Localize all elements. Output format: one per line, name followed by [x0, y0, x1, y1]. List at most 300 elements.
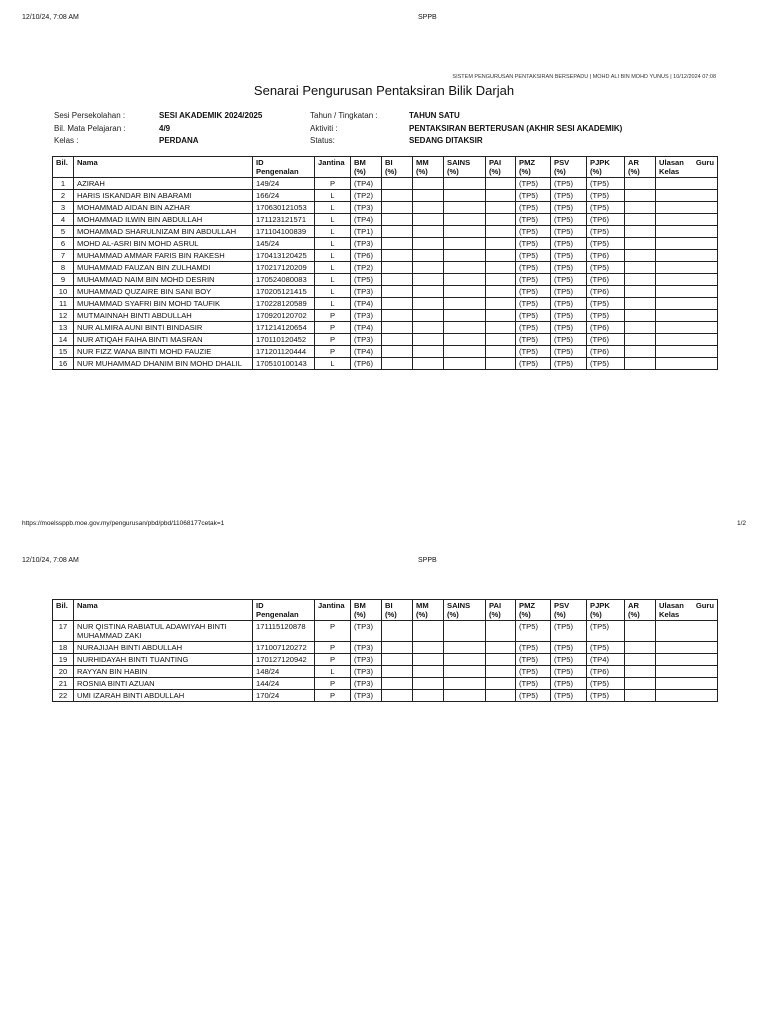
cell-nama: MOHD AL-ASRI BIN MOHD ASRUL — [74, 238, 253, 250]
cell-pmz: (TP5) — [516, 642, 551, 654]
cell-bi — [382, 654, 413, 666]
col-bm-sublabel: (%) — [354, 167, 366, 176]
cell-sains — [444, 358, 486, 370]
table-row — [53, 322, 718, 334]
cell-pmz: (TP5) — [516, 310, 551, 322]
cell-sains — [444, 262, 486, 274]
cell-pai — [486, 334, 516, 346]
table-row — [53, 178, 718, 190]
cell-nama: NUR ALMIRA AUNI BINTI BINDASIR — [74, 322, 253, 334]
cell-pai — [486, 250, 516, 262]
cell-bm: (TP3) — [351, 621, 382, 642]
cell-pjpk: (TP5) — [587, 238, 625, 250]
cell-pmz: (TP5) — [516, 274, 551, 286]
cell-pjpk: (TP6) — [587, 214, 625, 226]
cell-nama: MUHAMMAD NAIM BIN MOHD DESRIN — [74, 274, 253, 286]
cell-pai — [486, 190, 516, 202]
cell-bi — [382, 226, 413, 238]
col-mm-label: MM — [416, 158, 429, 167]
cell-bil: 11 — [53, 298, 74, 310]
table-row — [53, 678, 718, 690]
cell-jantina: P — [315, 678, 351, 690]
print-datetime: 12/10/24, 7:08 AM — [22, 14, 79, 21]
cell-id: 171123121571 — [253, 214, 315, 226]
cell-bm: (TP6) — [351, 358, 382, 370]
table-header-row — [53, 600, 718, 621]
col-pjpk-label: PJPK — [590, 158, 610, 167]
cell-pmz: (TP5) — [516, 334, 551, 346]
cell-bil: 14 — [53, 334, 74, 346]
cell-mm — [413, 238, 444, 250]
cell-id: 171115120878 — [253, 621, 315, 642]
cell-bil: 5 — [53, 226, 74, 238]
cell-ulasan — [656, 654, 718, 666]
cell-pjpk: (TP6) — [587, 322, 625, 334]
cell-nama: AZIRAH — [74, 178, 253, 190]
page-title: Senarai Pengurusan Pentaksiran Bilik Darjah — [253, 83, 515, 98]
cell-bi — [382, 666, 413, 678]
meta-value: SEDANG DITAKSIR — [409, 136, 483, 145]
print-app-name: SPPB — [418, 14, 437, 21]
cell-pmz: (TP5) — [516, 202, 551, 214]
cell-psv: (TP5) — [551, 214, 587, 226]
col-ulasan-label: Kelas — [659, 167, 680, 176]
cell-jantina: P — [315, 346, 351, 358]
cell-ar — [625, 238, 656, 250]
meta-value: PENTAKSIRAN BERTERUSAN (AKHIR SESI AKADEMIK) — [409, 123, 623, 133]
col-bm — [351, 600, 382, 621]
page-number: 1/2 — [736, 520, 746, 527]
cell-id: 171104100839 — [253, 226, 315, 238]
table-row — [53, 346, 718, 358]
col-nama: Nama — [74, 600, 253, 621]
cell-bi — [382, 310, 413, 322]
col-bil: Bil. — [53, 600, 74, 621]
cell-pjpk: (TP5) — [587, 298, 625, 310]
cell-sains — [444, 346, 486, 358]
cell-jantina: L — [315, 666, 351, 678]
col-sains — [444, 600, 486, 621]
col-bm — [351, 157, 382, 178]
cell-pai — [486, 322, 516, 334]
col-psv-label: PSV — [554, 601, 570, 610]
cell-psv: (TP5) — [551, 202, 587, 214]
cell-bi — [382, 358, 413, 370]
col-id-sublabel: Pengenalan — [256, 167, 299, 176]
cell-sains — [444, 226, 486, 238]
cell-nama: MOHAMMAD AIDAN BIN AZHAR — [74, 202, 253, 214]
meta-value: SESI AKADEMIK 2024/2025 — [159, 111, 263, 120]
cell-psv: (TP5) — [551, 322, 587, 334]
cell-sains — [444, 190, 486, 202]
cell-bil: 3 — [53, 202, 74, 214]
col-mm — [413, 157, 444, 178]
cell-psv: (TP5) — [551, 654, 587, 666]
cell-nama: HARIS ISKANDAR BIN ABARAMI — [74, 190, 253, 202]
col-pai-sublabel: (%) — [489, 167, 501, 176]
cell-pai — [486, 310, 516, 322]
col-ar-label: AR — [628, 158, 639, 167]
cell-mm — [413, 202, 444, 214]
cell-nama: MUHAMMAD SYAFRI BIN MOHD TAUFIK — [74, 298, 253, 310]
col-id-label: ID — [256, 601, 264, 610]
cell-bi — [382, 274, 413, 286]
cell-psv: (TP5) — [551, 286, 587, 298]
cell-ar — [625, 226, 656, 238]
table-row — [53, 190, 718, 202]
cell-sains — [444, 666, 486, 678]
cell-psv: (TP5) — [551, 262, 587, 274]
cell-pmz: (TP5) — [516, 666, 551, 678]
cell-jantina: L — [315, 226, 351, 238]
cell-nama: MOHAMMAD SHARULNIZAM BIN ABDULLAH — [74, 226, 253, 238]
cell-bi — [382, 262, 413, 274]
col-psv-sublabel: (%) — [554, 610, 566, 619]
cell-bil: 8 — [53, 262, 74, 274]
cell-pmz: (TP5) — [516, 226, 551, 238]
cell-nama: UMI IZARAH BINTI ABDULLAH — [74, 690, 253, 702]
cell-pjpk: (TP5) — [587, 310, 625, 322]
col-ulasan-label: Guru — [695, 601, 714, 610]
cell-pmz: (TP5) — [516, 190, 551, 202]
cell-sains — [444, 286, 486, 298]
cell-id: 171201120444 — [253, 346, 315, 358]
cell-ar — [625, 286, 656, 298]
print-datetime: 12/10/24, 7:08 AM — [22, 557, 79, 564]
cell-bil: 16 — [53, 358, 74, 370]
cell-bm: (TP3) — [351, 286, 382, 298]
col-ulasan-label: Ulasan — [659, 601, 684, 610]
cell-bi — [382, 202, 413, 214]
cell-bm: (TP4) — [351, 214, 382, 226]
cell-bil: 20 — [53, 666, 74, 678]
cell-bi — [382, 286, 413, 298]
cell-ar — [625, 654, 656, 666]
cell-sains — [444, 310, 486, 322]
cell-ulasan — [656, 678, 718, 690]
cell-ulasan — [656, 690, 718, 702]
cell-psv: (TP5) — [551, 178, 587, 190]
cell-sains — [444, 678, 486, 690]
cell-ar — [625, 678, 656, 690]
cell-mm — [413, 678, 444, 690]
col-psv-label: PSV — [554, 158, 570, 167]
cell-bi — [382, 621, 413, 642]
col-ar-label: AR — [628, 601, 639, 610]
cell-sains — [444, 238, 486, 250]
cell-pjpk: (TP5) — [587, 226, 625, 238]
cell-sains — [444, 202, 486, 214]
cell-mm — [413, 654, 444, 666]
cell-mm — [413, 274, 444, 286]
meta-value: PERDANA — [159, 136, 199, 145]
cell-pjpk: (TP4) — [587, 654, 625, 666]
cell-ulasan — [656, 178, 718, 190]
assessment-table — [52, 156, 718, 370]
cell-psv: (TP5) — [551, 690, 587, 702]
col-pmz-sublabel: (%) — [519, 167, 531, 176]
cell-bm: (TP2) — [351, 262, 382, 274]
col-ar — [625, 600, 656, 621]
cell-bil: 18 — [53, 642, 74, 654]
cell-nama: MUHAMMAD FAUZAN BIN ZULHAMDI — [74, 262, 253, 274]
col-ulasan-label: Ulasan — [659, 158, 684, 167]
col-sains-label: SAINS — [447, 601, 471, 610]
cell-nama: NUR MUHAMMAD DHANIM BIN MOHD DHALIL — [74, 358, 253, 370]
col-psv — [551, 157, 587, 178]
cell-mm — [413, 642, 444, 654]
cell-bil: 12 — [53, 310, 74, 322]
cell-psv: (TP5) — [551, 678, 587, 690]
cell-id: 170205121415 — [253, 286, 315, 298]
cell-bil: 21 — [53, 678, 74, 690]
table-row — [53, 262, 718, 274]
cell-bi — [382, 178, 413, 190]
cell-sains — [444, 654, 486, 666]
cell-pai — [486, 262, 516, 274]
cell-ulasan — [656, 642, 718, 654]
col-pai-label: PAI — [489, 601, 502, 610]
cell-pjpk: (TP5) — [587, 262, 625, 274]
cell-pai — [486, 654, 516, 666]
col-nama: Nama — [74, 157, 253, 178]
col-bi-sublabel: (%) — [385, 167, 397, 176]
cell-bm: (TP4) — [351, 178, 382, 190]
cell-jantina: L — [315, 214, 351, 226]
col-id — [253, 600, 315, 621]
cell-bil: 17 — [53, 621, 74, 642]
col-ulasan — [656, 600, 718, 621]
table-row — [53, 298, 718, 310]
cell-bm: (TP3) — [351, 334, 382, 346]
cell-pjpk: (TP5) — [587, 690, 625, 702]
col-sains-sublabel: (%) — [447, 610, 459, 619]
col-mm — [413, 600, 444, 621]
meta-value: TAHUN SATU — [409, 111, 460, 120]
cell-pjpk: (TP5) — [587, 178, 625, 190]
cell-id: 170630121053 — [253, 202, 315, 214]
table-row — [53, 666, 718, 678]
cell-nama: NUR ATIQAH FAIHA BINTI MASRAN — [74, 334, 253, 346]
cell-psv: (TP5) — [551, 250, 587, 262]
col-ar-sublabel: (%) — [628, 610, 640, 619]
cell-pmz: (TP5) — [516, 250, 551, 262]
col-id — [253, 157, 315, 178]
cell-id: 145/24 — [253, 238, 315, 250]
cell-pjpk: (TP5) — [587, 202, 625, 214]
cell-pmz: (TP5) — [516, 214, 551, 226]
cell-ar — [625, 274, 656, 286]
cell-bil: 15 — [53, 346, 74, 358]
cell-ulasan — [656, 346, 718, 358]
cell-pai — [486, 178, 516, 190]
cell-psv: (TP5) — [551, 226, 587, 238]
cell-pai — [486, 642, 516, 654]
col-ulasan — [656, 157, 718, 178]
cell-ulasan — [656, 621, 718, 642]
cell-pmz: (TP5) — [516, 690, 551, 702]
cell-bil: 10 — [53, 286, 74, 298]
cell-ar — [625, 690, 656, 702]
cell-bi — [382, 690, 413, 702]
cell-jantina: P — [315, 310, 351, 322]
cell-ulasan — [656, 298, 718, 310]
cell-bil: 6 — [53, 238, 74, 250]
cell-ulasan — [656, 226, 718, 238]
col-psv-sublabel: (%) — [554, 167, 566, 176]
cell-id: 170920120702 — [253, 310, 315, 322]
cell-bil: 22 — [53, 690, 74, 702]
footer-url[interactable]: https://moelssppb.moe.gov.my/pengurusan/pbd/pbd/11068177cetak=1 — [22, 520, 225, 527]
cell-mm — [413, 226, 444, 238]
cell-mm — [413, 250, 444, 262]
cell-bm: (TP3) — [351, 666, 382, 678]
table-row — [53, 238, 718, 250]
cell-nama: MUTMAINNAH BINTI ABDULLAH — [74, 310, 253, 322]
cell-nama: MUHAMMAD QUZAIRE BIN SANI BOY — [74, 286, 253, 298]
cell-pjpk: (TP5) — [587, 190, 625, 202]
cell-ar — [625, 298, 656, 310]
col-bm-label: BM — [354, 158, 366, 167]
cell-nama: ROSNIA BINTI AZUAN — [74, 678, 253, 690]
cell-id: 171007120272 — [253, 642, 315, 654]
cell-id: 149/24 — [253, 178, 315, 190]
cell-id: 170524080083 — [253, 274, 315, 286]
col-pmz-sublabel: (%) — [519, 610, 531, 619]
table-row — [53, 358, 718, 370]
meta-left — [54, 110, 262, 148]
meta-label: Aktiviti : — [310, 123, 338, 133]
col-sains-label: SAINS — [447, 158, 471, 167]
cell-pjpk: (TP6) — [587, 274, 625, 286]
cell-ar — [625, 621, 656, 642]
cell-ulasan — [656, 286, 718, 298]
cell-bil: 7 — [53, 250, 74, 262]
col-mm-sublabel: (%) — [416, 167, 428, 176]
table-row — [53, 334, 718, 346]
cell-pai — [486, 238, 516, 250]
cell-nama: MOHAMMAD ILWIN BIN ABDULLAH — [74, 214, 253, 226]
cell-jantina: P — [315, 621, 351, 642]
cell-bil: 2 — [53, 190, 74, 202]
cell-ar — [625, 250, 656, 262]
cell-jantina: L — [315, 298, 351, 310]
cell-pmz: (TP5) — [516, 238, 551, 250]
cell-pmz: (TP5) — [516, 322, 551, 334]
cell-ulasan — [656, 666, 718, 678]
cell-jantina: P — [315, 322, 351, 334]
cell-pmz: (TP5) — [516, 262, 551, 274]
cell-id: 171214120654 — [253, 322, 315, 334]
col-ar — [625, 157, 656, 178]
cell-ulasan — [656, 262, 718, 274]
cell-ulasan — [656, 202, 718, 214]
cell-mm — [413, 621, 444, 642]
col-pmz-label: PMZ — [519, 158, 536, 167]
cell-id: 170/24 — [253, 690, 315, 702]
cell-ar — [625, 358, 656, 370]
cell-jantina: P — [315, 334, 351, 346]
cell-pai — [486, 666, 516, 678]
cell-ulasan — [656, 322, 718, 334]
meta-right — [310, 110, 622, 148]
cell-pjpk: (TP5) — [587, 621, 625, 642]
cell-mm — [413, 322, 444, 334]
cell-mm — [413, 346, 444, 358]
cell-bm: (TP5) — [351, 274, 382, 286]
table-header-row — [53, 157, 718, 178]
cell-bi — [382, 250, 413, 262]
col-id-label: ID — [256, 158, 264, 167]
cell-mm — [413, 262, 444, 274]
cell-mm — [413, 190, 444, 202]
cell-sains — [444, 214, 486, 226]
cell-jantina: P — [315, 178, 351, 190]
cell-bi — [382, 214, 413, 226]
cell-ulasan — [656, 214, 718, 226]
cell-pai — [486, 358, 516, 370]
cell-id: 170127120942 — [253, 654, 315, 666]
col-pjpk — [587, 600, 625, 621]
cell-nama: NUR FIZZ WANA BINTI MOHD FAUZIE — [74, 346, 253, 358]
table-row — [53, 286, 718, 298]
cell-sains — [444, 322, 486, 334]
cell-ulasan — [656, 190, 718, 202]
cell-pjpk: (TP6) — [587, 666, 625, 678]
cell-bm: (TP3) — [351, 654, 382, 666]
cell-ar — [625, 190, 656, 202]
col-id-sublabel: Pengenalan — [256, 610, 299, 619]
cell-sains — [444, 621, 486, 642]
cell-pmz: (TP5) — [516, 358, 551, 370]
col-pjpk-sublabel: (%) — [590, 167, 602, 176]
cell-bm: (TP1) — [351, 226, 382, 238]
col-pmz — [516, 157, 551, 178]
table-row — [53, 202, 718, 214]
col-pmz-label: PMZ — [519, 601, 536, 610]
table-row — [53, 642, 718, 654]
cell-ulasan — [656, 334, 718, 346]
cell-bm: (TP3) — [351, 202, 382, 214]
cell-bm: (TP4) — [351, 346, 382, 358]
meta-label: Status: — [310, 136, 335, 145]
cell-bil: 19 — [53, 654, 74, 666]
cell-nama: RAYYAN BIN HABIN — [74, 666, 253, 678]
col-sains-sublabel: (%) — [447, 167, 459, 176]
cell-bi — [382, 190, 413, 202]
table-row — [53, 274, 718, 286]
cell-bi — [382, 346, 413, 358]
cell-mm — [413, 310, 444, 322]
table-row — [53, 621, 718, 642]
cell-bi — [382, 642, 413, 654]
cell-bm: (TP2) — [351, 190, 382, 202]
cell-bi — [382, 238, 413, 250]
cell-ar — [625, 666, 656, 678]
cell-pjpk: (TP6) — [587, 334, 625, 346]
cell-id: 148/24 — [253, 666, 315, 678]
cell-nama: NURHIDAYAH BINTI TUANTING — [74, 654, 253, 666]
cell-jantina: L — [315, 262, 351, 274]
table-row — [53, 226, 718, 238]
col-pai-sublabel: (%) — [489, 610, 501, 619]
cell-pmz: (TP5) — [516, 286, 551, 298]
cell-nama: NURAJIJAH BINTI ABDULLAH — [74, 642, 253, 654]
cell-jantina: L — [315, 190, 351, 202]
cell-bm: (TP3) — [351, 238, 382, 250]
cell-pjpk: (TP5) — [587, 642, 625, 654]
cell-psv: (TP5) — [551, 346, 587, 358]
